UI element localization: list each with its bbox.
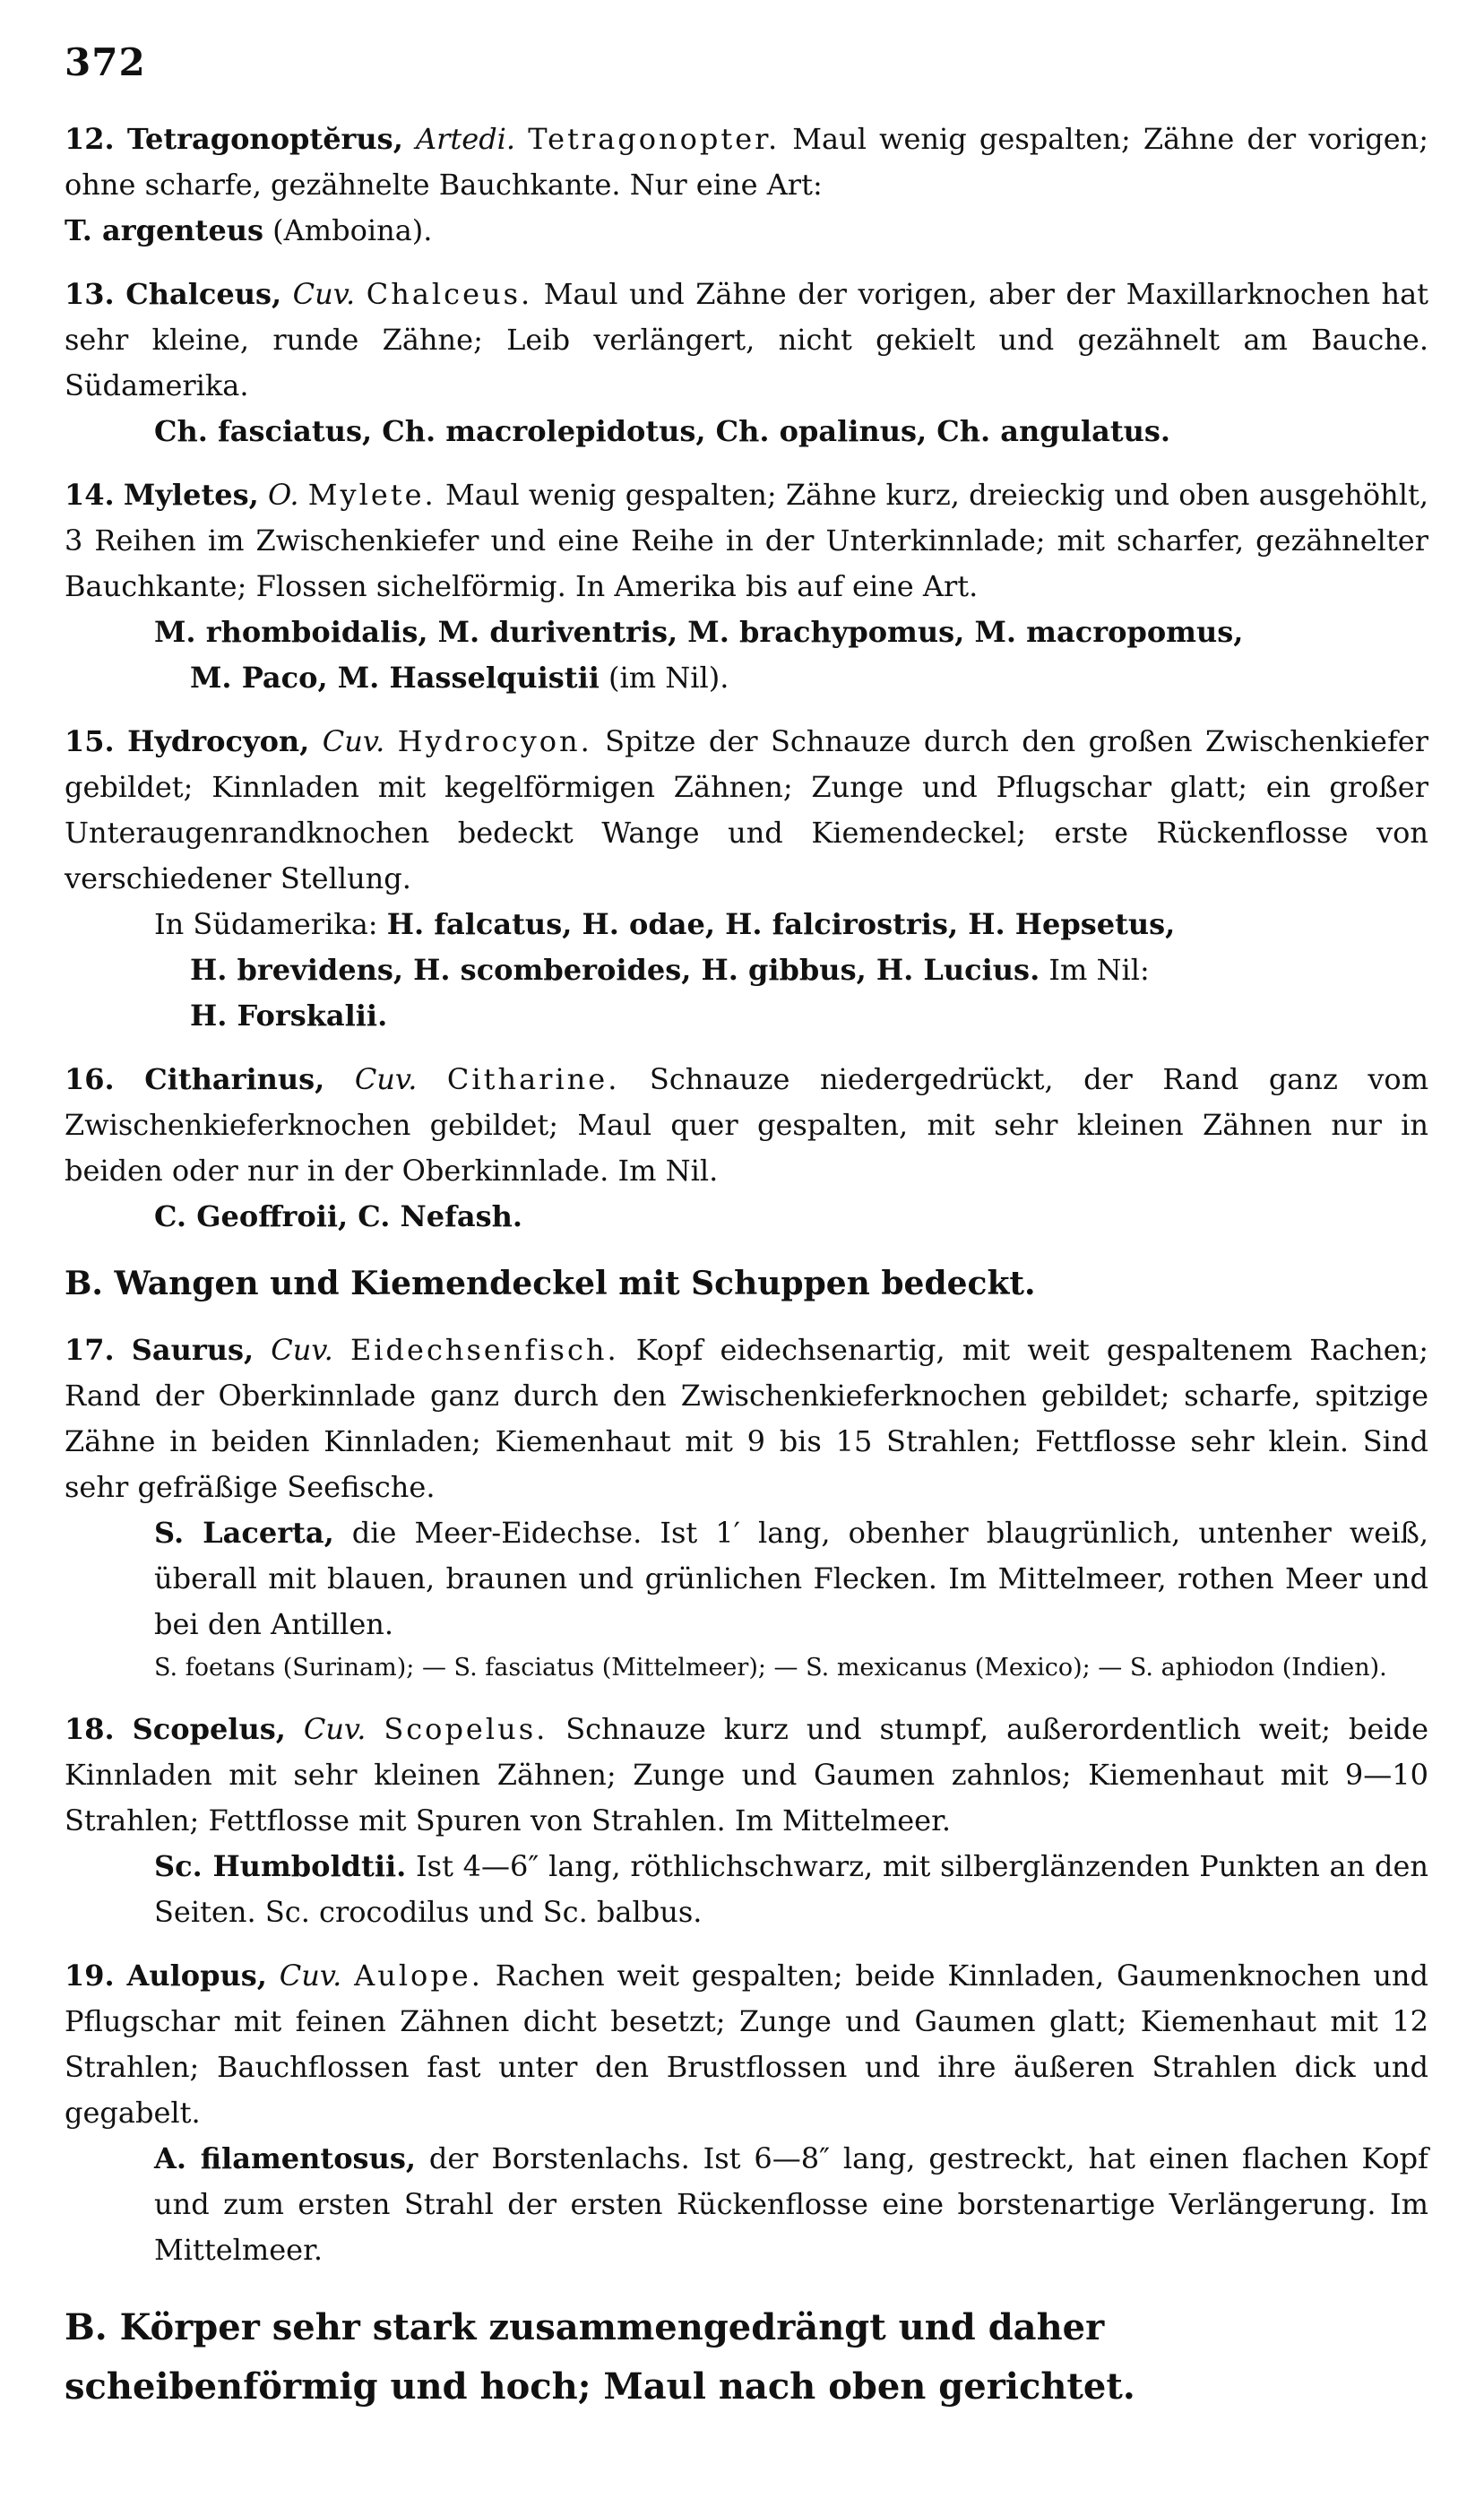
entry-number: 18. — [65, 1712, 115, 1746]
author-name: Cuv. — [292, 277, 356, 311]
entry-number: 15. — [65, 724, 115, 758]
entry-description: Schnauze niedergedrückt, der Rand ganz vom Zwischenkieferknochen gebildet; Maul quer gespalten, mit sehr kleinen Zähnen nur in beiden oder nur in der Oberkinnlade. Im Nil. — [65, 1062, 1429, 1188]
species-line: Ch. fasciatus, Ch. macrolepidotus, Ch. opalinus, Ch. angulatus. — [154, 414, 1171, 448]
species-line: M. rhomboidalis, M. duriventris, M. brachypomus, M. macropomus, — [154, 615, 1244, 649]
entry-description: Rachen weit gespalten; beide Kinnladen, Gaumenknochen und Pflugschar mit feinen Zähnen dicht besetzt; Zunge und Gaumen glatt; Kiemenhaut mit 12 Strahlen; Bauchflossen fast unter den Brustflossen und ihre äußeren Strahlen dick und gegabelt. — [65, 1959, 1429, 2130]
entry-description: Spitze der Schnauze durch den großen Zwischenkiefer gebildet; Kinnladen mit kegelförmigen Zähnen; Zunge und Pflugschar glatt; ein großer Unteraugenrandknochen bedeckt Wange und Kiemendeckel; erste Rückenflosse von verschiedener Stellung. — [65, 724, 1429, 895]
german-name: Eidechsenfisch. — [349, 1333, 619, 1367]
german-name: Chalceus. — [366, 277, 533, 311]
species-note: (im Nil). — [599, 661, 729, 695]
species-prefix: In Südamerika: — [154, 907, 387, 941]
entry-14 — [65, 472, 1428, 610]
entry-description: Maul wenig gespalten; Zähne kurz, dreieckig und oben ausgehöhlt, 3 Reihen im Zwischenkiefer und eine Reihe in der Unterkinnlade; mit scharfer, gezähnelter Bauchkante; Flossen sichelförmig. In Amerika bis auf eine Art. — [65, 478, 1428, 603]
species-description — [65, 1510, 1428, 1647]
species-line: H. brevidens, H. scomberoides, H. gibbus, H. Lucius. — [190, 953, 1040, 987]
species-text: Ist 4—6″ lang, röthlichschwarz, mit silberglänzenden Punkten an den Seiten. Sc. crocodilus und Sc. balbus. — [154, 1849, 1428, 1929]
species-line: T. argenteus — [65, 213, 263, 247]
species-name: S. Lacerta, — [154, 1516, 334, 1550]
entry-number: 12. — [65, 122, 115, 156]
entry-number: 16. — [65, 1062, 115, 1096]
author-name: O. — [267, 478, 299, 512]
species-list — [65, 1194, 1428, 1240]
entry-number: 19. — [65, 1959, 115, 1993]
entry-description: Schnauze kurz und stumpf, außerordentlich weit; beide Kinnladen mit sehr kleinen Zähnen; Zunge und Gaumen zahnlos; Kiemenhaut mit 9—10 Strahlen; Fettflosse mit Spuren von Strahlen. Im Mittelmeer. — [65, 1712, 1428, 1838]
entry-13 — [65, 272, 1428, 409]
species-text: die Meer-Eidechse. Ist 1′ lang, obenher blaugrünlich, untenher weiß, überall mit blauen, braunen und grünlichen Flecken. Im Mittelmeer, rothen Meer und bei den Antillen. — [154, 1516, 1429, 1641]
species-text: S. foetans (Surinam); — S. fasciatus (Mittelmeer); — S. mexicanus (Mexico); — S. aphiodon (Indien). — [154, 1654, 1387, 1682]
species-list — [65, 902, 1428, 947]
species-line: H. falcatus, H. odae, H. falcirostris, H. Hepsetus, — [386, 907, 1176, 941]
german-name: Citharine. — [446, 1062, 620, 1096]
species-note: (Amboina). — [263, 213, 433, 247]
entry-15 — [65, 719, 1428, 902]
species-minor-list — [65, 1647, 1428, 1689]
entry-19 — [65, 1953, 1428, 2136]
species-name: A. filamentosus, — [154, 2141, 416, 2175]
entry-description: Kopf eidechsenartig, mit weit gespaltenem Rachen; Rand der Oberkinnlade ganz durch den Zwischenkieferknochen gebildet; scharfe, spitzige Zähne in beiden Kinnladen; Kiemenhaut mit 9 bis 15 Strahlen; Fettflosse sehr klein. Sind sehr gefräßige Seefische. — [65, 1333, 1429, 1504]
german-name: Mylete. — [307, 478, 436, 512]
genus-name: Chalceus, — [125, 277, 282, 311]
section-heading-final: B. Körper sehr stark zusammengedrängt und daher scheibenförmig und hoch; Maul nach oben gerichtet. — [65, 2306, 1135, 2408]
genus-name: Tetragonoptĕrus, — [126, 122, 403, 156]
entry-16 — [65, 1057, 1428, 1194]
author-name: Cuv. — [279, 1959, 342, 1993]
german-name: Hydrocyon. — [397, 724, 592, 758]
entry-number: 17. — [65, 1333, 115, 1367]
species-description — [65, 1844, 1428, 1935]
author-name: Cuv. — [354, 1062, 418, 1096]
entry-number: 14. — [65, 478, 115, 512]
german-name: Scopelus. — [384, 1712, 548, 1746]
entry-description: Maul wenig gespalten; Zähne der vorigen; ohne scharfe, gezähnelte Bauchkante. Nur eine Art: — [65, 122, 1429, 202]
german-name: Tetragonopter. — [528, 122, 781, 156]
german-name: Aulope. — [354, 1959, 483, 1993]
genus-name: Saurus, — [131, 1333, 255, 1367]
species-text: der Borstenlachs. Ist 6—8″ lang, gestreckt, hat einen flachen Kopf und zum ersten Strahl der ersten Rückenflosse eine borstenartige Verlängerung. Im Mittelmeer. — [154, 2141, 1429, 2267]
author-name: Cuv. — [271, 1333, 333, 1367]
species-list — [65, 409, 1428, 454]
species-list — [65, 947, 1428, 993]
entry-18 — [65, 1707, 1428, 1844]
species-note: Im Nil: — [1040, 953, 1150, 987]
species-line: M. Paco, M. Hasselquistii — [190, 661, 600, 695]
entry-description: Maul und Zähne der vorigen, aber der Maxillarknochen hat sehr kleine, runde Zähne; Leib verlängert, nicht gekielt und gezähnelt am Bauche. Südamerika. — [65, 277, 1429, 402]
author-name: Cuv. — [322, 724, 385, 758]
entry-17 — [65, 1327, 1428, 1510]
species-list — [65, 610, 1428, 655]
page-number: 372 — [65, 40, 146, 84]
genus-name: Myletes, — [123, 478, 259, 512]
section-heading-b: B. Wangen und Kiemendeckel mit Schuppen bedeckt. — [65, 1265, 1036, 1302]
genus-name: Hydrocyon, — [127, 724, 310, 758]
genus-name: Scopelus, — [132, 1712, 286, 1746]
author-name: Cuv. — [303, 1712, 367, 1746]
species-description — [65, 2136, 1428, 2273]
author-name: Artedi. — [415, 122, 516, 156]
genus-name: Aulopus, — [126, 1959, 267, 1993]
species-name: Sc. Humboldtii. — [154, 1849, 407, 1883]
species-line: C. Geoffroii, C. Nefash. — [154, 1199, 522, 1233]
species-list — [65, 993, 1428, 1039]
genus-name: Citharinus, — [144, 1062, 325, 1096]
species-list — [65, 655, 1428, 701]
entry-number: 13. — [65, 277, 115, 311]
entry-12 — [65, 117, 1428, 254]
species-line: H. Forskalii. — [190, 999, 388, 1033]
